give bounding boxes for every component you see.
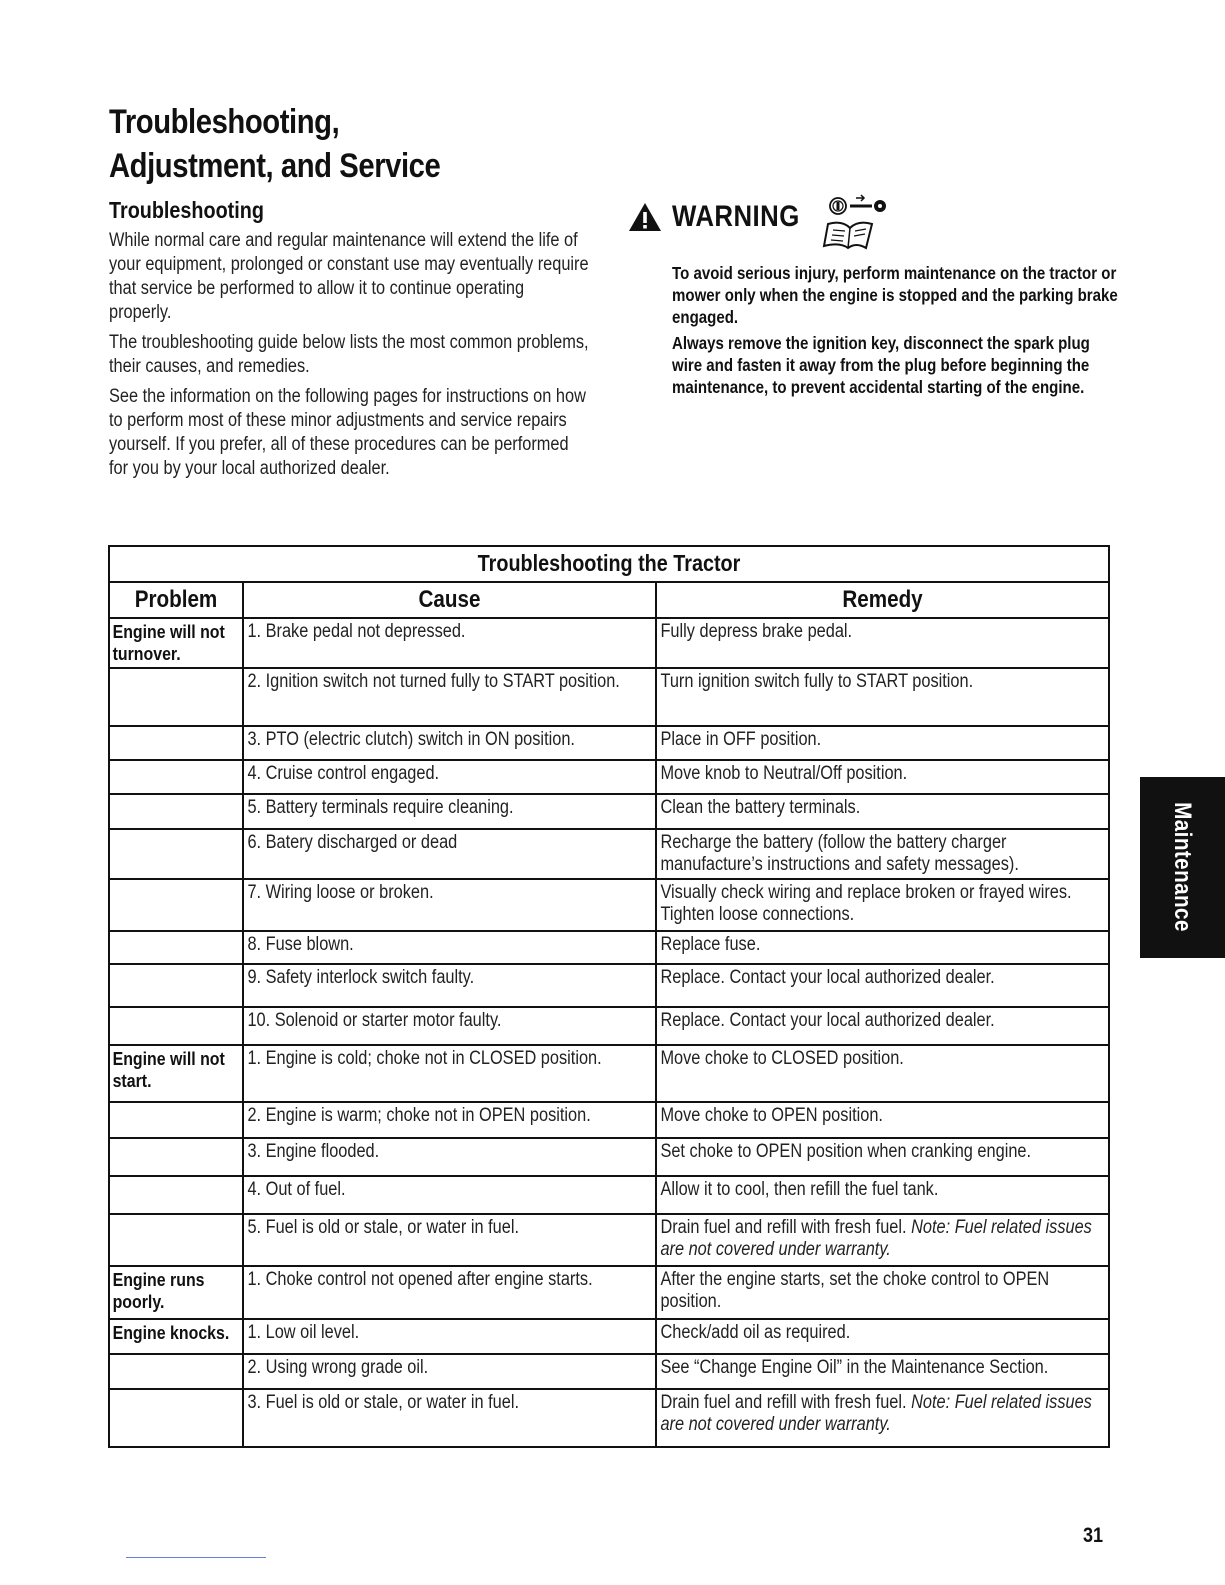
warranty-note: Note: Fuel related issues are not covered under warranty. bbox=[660, 1392, 1092, 1435]
ignition-key-icon bbox=[826, 194, 896, 218]
cause-cell: 3. Engine flooded. bbox=[243, 1138, 656, 1176]
remedy-text: Clean the battery terminals. bbox=[660, 797, 861, 818]
remedy-cell bbox=[656, 931, 1109, 964]
remedy-cell bbox=[656, 668, 1109, 726]
remedy-cell bbox=[656, 1389, 1109, 1447]
side-tab-label: Maintenance bbox=[1169, 802, 1196, 932]
table-row bbox=[109, 726, 1109, 760]
problem-cell bbox=[109, 1176, 243, 1214]
remedy-text: Turn ignition switch fully to START position. bbox=[660, 671, 974, 692]
problem-cell bbox=[109, 668, 243, 726]
table-row bbox=[109, 1389, 1109, 1447]
table-row bbox=[109, 1266, 1109, 1319]
remedy-text: See “Change Engine Oil” in the Maintenance Section. bbox=[660, 1357, 1049, 1378]
problem-cell: Engine will not start. bbox=[109, 1045, 243, 1102]
problem-cell bbox=[109, 879, 243, 931]
intro-text bbox=[109, 229, 591, 487]
cause-cell: 2. Engine is warm; choke not in OPEN position. bbox=[243, 1102, 656, 1138]
remedy-text: Recharge the battery (follow the battery charger manufacture’s instructions and safety messages). bbox=[660, 832, 1019, 875]
table-row bbox=[109, 879, 1109, 931]
remedy-cell bbox=[656, 1138, 1109, 1176]
warning-label: WARNING bbox=[672, 200, 800, 233]
table-row bbox=[109, 1214, 1109, 1266]
remedy-text: Replace. Contact your local authorized dealer. bbox=[660, 967, 995, 988]
cause-cell: 2. Using wrong grade oil. bbox=[243, 1354, 656, 1389]
table-row bbox=[109, 1007, 1109, 1045]
bottom-rule bbox=[126, 1557, 266, 1558]
remedy-cell bbox=[656, 1319, 1109, 1354]
remedy-cell bbox=[656, 1214, 1109, 1266]
table-header-row bbox=[109, 582, 1109, 618]
column-header-problem: Problem bbox=[109, 582, 243, 618]
remedy-cell bbox=[656, 618, 1109, 668]
remedy-text: Visually check wiring and replace broken or frayed wires. Tighten loose connections. bbox=[660, 882, 1072, 925]
remedy-text: Allow it to cool, then refill the fuel tank. bbox=[660, 1179, 939, 1200]
problem-cell bbox=[109, 1102, 243, 1138]
table-row bbox=[109, 1176, 1109, 1214]
cause-cell: 5. Battery terminals require cleaning. bbox=[243, 794, 656, 829]
intro-paragraph: See the information on the following pages for instructions on how to perform most of these minor adjustments and service repairs yourself. If you prefer, all of these procedures can be performed for you by your local authorized dealer. bbox=[109, 386, 586, 479]
problem-cell bbox=[109, 1389, 243, 1447]
intro-paragraph: While normal care and regular maintenance will extend the life of your equipment, prolonged or constant use may eventually require that service be performed to allow it to continue operating properly. bbox=[109, 230, 589, 323]
section-side-tab bbox=[1140, 777, 1225, 958]
cause-cell: 3. Fuel is old or stale, or water in fuel. bbox=[243, 1389, 656, 1447]
remedy-cell bbox=[656, 794, 1109, 829]
warning-paragraph: Always remove the ignition key, disconnect the spark plug wire and fasten it away from the plug before beginning the maintenance, to prevent accidental starting of the engine. bbox=[672, 333, 1090, 397]
table-row bbox=[109, 1138, 1109, 1176]
cause-cell: 2. Ignition switch not turned fully to START position. bbox=[243, 668, 656, 726]
problem-cell bbox=[109, 726, 243, 760]
table-row bbox=[109, 1354, 1109, 1389]
remedy-cell bbox=[656, 760, 1109, 794]
cause-cell: 7. Wiring loose or broken. bbox=[243, 879, 656, 931]
problem-cell bbox=[109, 931, 243, 964]
column-header-cause: Cause bbox=[243, 582, 656, 618]
remedy-text: Set choke to OPEN position when cranking engine. bbox=[660, 1141, 1032, 1162]
table-row bbox=[109, 618, 1109, 668]
cause-cell: 5. Fuel is old or stale, or water in fuel. bbox=[243, 1214, 656, 1266]
problem-cell bbox=[109, 1138, 243, 1176]
table-row bbox=[109, 964, 1109, 1007]
table-row bbox=[109, 829, 1109, 879]
remedy-cell bbox=[656, 1007, 1109, 1045]
problem-cell bbox=[109, 1007, 243, 1045]
problem-cell bbox=[109, 760, 243, 794]
cause-cell: 10. Solenoid or starter motor faulty. bbox=[243, 1007, 656, 1045]
remedy-text: Check/add oil as required. bbox=[660, 1322, 851, 1343]
problem-cell bbox=[109, 964, 243, 1007]
table-caption: Troubleshooting the Tractor bbox=[109, 546, 1109, 582]
remedy-text: Replace fuse. bbox=[660, 934, 761, 955]
warning-text bbox=[672, 262, 1119, 402]
cause-cell: 6. Batery discharged or dead bbox=[243, 829, 656, 879]
warning-box bbox=[628, 200, 1148, 397]
remedy-text: Move choke to CLOSED position. bbox=[660, 1048, 904, 1069]
remedy-text: Drain fuel and refill with fresh fuel. bbox=[660, 1217, 907, 1238]
remedy-text: After the engine starts, set the choke control to OPEN position. bbox=[660, 1269, 1050, 1312]
problem-cell bbox=[109, 1214, 243, 1266]
table-row bbox=[109, 668, 1109, 726]
cause-cell: 1. Brake pedal not depressed. bbox=[243, 618, 656, 668]
remedy-text: Place in OFF position. bbox=[660, 729, 822, 750]
page-title-line-2: Adjustment, and Service bbox=[109, 147, 441, 185]
problem-cell bbox=[109, 794, 243, 829]
cause-cell: 1. Engine is cold; choke not in CLOSED position. bbox=[243, 1045, 656, 1102]
problem-cell: Engine runs poorly. bbox=[109, 1266, 243, 1319]
warning-paragraph: To avoid serious injury, perform maintenance on the tractor or mower only when the engine is stopped and the parking brake engaged. bbox=[672, 263, 1118, 327]
warranty-note: Note: Fuel related issues are not covered under warranty. bbox=[660, 1217, 1092, 1260]
column-header-remedy: Remedy bbox=[656, 582, 1109, 618]
page-title bbox=[109, 100, 440, 188]
cause-cell: 9. Safety interlock switch faulty. bbox=[243, 964, 656, 1007]
table-row bbox=[109, 1319, 1109, 1354]
problem-cell bbox=[109, 1354, 243, 1389]
page-number: 31 bbox=[1083, 1524, 1104, 1547]
cause-cell: 4. Cruise control engaged. bbox=[243, 760, 656, 794]
manual-book-icon bbox=[820, 218, 880, 252]
remedy-cell bbox=[656, 1354, 1109, 1389]
remedy-cell bbox=[656, 1176, 1109, 1214]
remedy-text: Replace. Contact your local authorized dealer. bbox=[660, 1010, 995, 1031]
table-row bbox=[109, 794, 1109, 829]
table-row bbox=[109, 1045, 1109, 1102]
problem-cell: Engine knocks. bbox=[109, 1319, 243, 1354]
remedy-cell bbox=[656, 1045, 1109, 1102]
cause-cell: 4. Out of fuel. bbox=[243, 1176, 656, 1214]
page-title-line-1: Troubleshooting, bbox=[109, 103, 340, 141]
remedy-cell bbox=[656, 726, 1109, 760]
remedy-text: Fully depress brake pedal. bbox=[660, 621, 853, 642]
warning-triangle-icon bbox=[628, 202, 662, 232]
remedy-cell bbox=[656, 879, 1109, 931]
table-row bbox=[109, 1102, 1109, 1138]
remedy-text: Move knob to Neutral/Off position. bbox=[660, 763, 908, 784]
table-row bbox=[109, 931, 1109, 964]
remedy-cell bbox=[656, 1266, 1109, 1319]
troubleshooting-table bbox=[108, 545, 1110, 1448]
problem-cell: Engine will not turnover. bbox=[109, 618, 243, 668]
table-row bbox=[109, 760, 1109, 794]
remedy-text: Drain fuel and refill with fresh fuel. bbox=[660, 1392, 907, 1413]
remedy-cell bbox=[656, 1102, 1109, 1138]
problem-cell bbox=[109, 829, 243, 879]
cause-cell: 8. Fuse blown. bbox=[243, 931, 656, 964]
remedy-cell bbox=[656, 829, 1109, 879]
cause-cell: 1. Low oil level. bbox=[243, 1319, 656, 1354]
cause-cell: 1. Choke control not opened after engine starts. bbox=[243, 1266, 656, 1319]
remedy-text: Move choke to OPEN position. bbox=[660, 1105, 883, 1126]
cause-cell: 3. PTO (electric clutch) switch in ON position. bbox=[243, 726, 656, 760]
intro-paragraph: The troubleshooting guide below lists the most common problems, their causes, and remedies. bbox=[109, 332, 589, 377]
section-heading: Troubleshooting bbox=[109, 197, 264, 223]
remedy-cell bbox=[656, 964, 1109, 1007]
